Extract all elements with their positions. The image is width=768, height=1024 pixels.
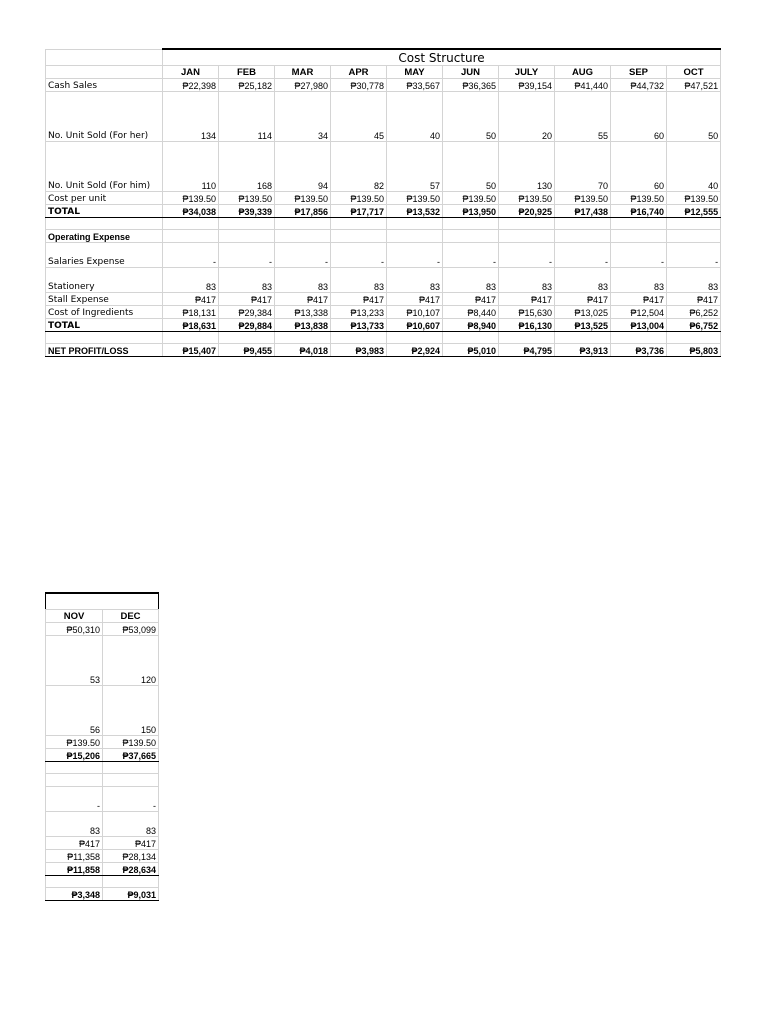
blank-row [46, 875, 159, 887]
empty-cell [46, 761, 103, 773]
blank-row [46, 331, 721, 343]
value-cell: 130 [499, 141, 555, 191]
value-cell: ₱8,940 [443, 318, 499, 331]
value-cell: ₱13,025 [555, 305, 611, 318]
value-cell: ₱3,736 [611, 343, 667, 356]
value-cell: ₱139.50 [331, 191, 387, 204]
empty-cell [499, 331, 555, 343]
row-label: Cash Sales [46, 78, 163, 91]
row-ingredients [46, 305, 721, 318]
empty-cell [667, 217, 721, 229]
value-cell: ₱18,631 [163, 318, 219, 331]
row-stationery [46, 811, 159, 836]
value-cell: 82 [331, 141, 387, 191]
blank-row [46, 761, 159, 773]
empty-cell [611, 331, 667, 343]
row-units-him [46, 141, 721, 191]
value-cell: ₱417 [443, 292, 499, 305]
empty-cell [275, 217, 331, 229]
value-cell: ₱20,925 [499, 204, 555, 217]
row-salaries [46, 242, 721, 267]
title-spacer-cell [46, 593, 103, 609]
value-cell: ₱417 [219, 292, 275, 305]
value-cell: ₱17,856 [275, 204, 331, 217]
month-header: MAY [387, 65, 443, 78]
value-cell: ₱139.50 [103, 735, 159, 748]
empty-cell [667, 331, 721, 343]
value-cell: ₱139.50 [555, 191, 611, 204]
empty-cell [443, 331, 499, 343]
value-cell: ₱39,154 [499, 78, 555, 91]
value-cell: ₱10,107 [387, 305, 443, 318]
empty-cell [555, 229, 611, 242]
value-cell: - [46, 786, 103, 811]
empty-cell [499, 217, 555, 229]
value-cell: ₱5,010 [443, 343, 499, 356]
value-cell: ₱139.50 [387, 191, 443, 204]
value-cell: ₱29,384 [219, 305, 275, 318]
month-header-row [46, 65, 721, 78]
value-cell: 83 [331, 267, 387, 292]
value-cell: ₱139.50 [219, 191, 275, 204]
value-cell: 110 [163, 141, 219, 191]
value-cell: ₱15,630 [499, 305, 555, 318]
empty-cell [331, 331, 387, 343]
value-cell: ₱3,913 [555, 343, 611, 356]
value-cell: ₱4,018 [275, 343, 331, 356]
value-cell: ₱139.50 [46, 735, 103, 748]
value-cell: - [667, 242, 721, 267]
empty-cell [103, 773, 159, 786]
row-net [46, 887, 159, 900]
value-cell: ₱417 [103, 836, 159, 849]
empty-cell [387, 331, 443, 343]
value-cell: ₱18,131 [163, 305, 219, 318]
row-cost-per-unit [46, 191, 721, 204]
empty-cell [275, 229, 331, 242]
value-cell: ₱139.50 [443, 191, 499, 204]
value-cell: ₱6,752 [667, 318, 721, 331]
value-cell: 83 [219, 267, 275, 292]
row-label: No. Unit Sold (For him) [46, 141, 163, 191]
row-total2 [46, 862, 159, 875]
value-cell: ₱15,206 [46, 748, 103, 761]
empty-cell [387, 229, 443, 242]
row-stationery [46, 267, 721, 292]
row-cash-sales [46, 78, 721, 91]
value-cell: ₱13,532 [387, 204, 443, 217]
row-stall [46, 292, 721, 305]
title-spacer-cell [103, 593, 159, 609]
value-cell: ₱17,438 [555, 204, 611, 217]
row-net [46, 343, 721, 356]
value-cell: ₱28,634 [103, 862, 159, 875]
value-cell: ₱139.50 [611, 191, 667, 204]
value-cell: ₱417 [499, 292, 555, 305]
value-cell: 134 [163, 91, 219, 141]
value-cell: ₱30,778 [331, 78, 387, 91]
row-label: No. Unit Sold (For her) [46, 91, 163, 141]
empty-cell [46, 875, 103, 887]
value-cell: - [275, 242, 331, 267]
header-label-cell [46, 65, 163, 78]
month-header: AUG [555, 65, 611, 78]
empty-cell [499, 229, 555, 242]
value-cell: ₱139.50 [275, 191, 331, 204]
cost-structure-table-continued [45, 592, 159, 901]
value-cell: ₱53,099 [103, 622, 159, 635]
empty-cell [443, 229, 499, 242]
row-units-him [46, 685, 159, 735]
empty-cell [46, 773, 103, 786]
row-label: Salaries Expense [46, 242, 163, 267]
section-header-operating-expense [46, 229, 721, 242]
value-cell: ₱50,310 [46, 622, 103, 635]
value-cell: ₱4,795 [499, 343, 555, 356]
value-cell: 83 [499, 267, 555, 292]
value-cell: 40 [387, 91, 443, 141]
month-header: SEP [611, 65, 667, 78]
empty-cell [46, 217, 163, 229]
value-cell: ₱139.50 [163, 191, 219, 204]
value-cell: 83 [555, 267, 611, 292]
value-cell: ₱417 [387, 292, 443, 305]
value-cell: ₱17,717 [331, 204, 387, 217]
blank-row [46, 773, 159, 786]
value-cell: - [103, 786, 159, 811]
value-cell: 57 [387, 141, 443, 191]
month-header-row [46, 609, 159, 622]
empty-cell [219, 331, 275, 343]
value-cell: 34 [275, 91, 331, 141]
value-cell: ₱16,740 [611, 204, 667, 217]
value-cell: ₱417 [46, 836, 103, 849]
value-cell: 83 [387, 267, 443, 292]
month-header: MAR [275, 65, 331, 78]
value-cell: 40 [667, 141, 721, 191]
empty-cell [667, 229, 721, 242]
row-label: TOTAL [46, 204, 163, 217]
empty-cell [611, 229, 667, 242]
empty-cell [331, 229, 387, 242]
table-title: Cost Structure [163, 49, 721, 65]
value-cell: ₱417 [667, 292, 721, 305]
value-cell: ₱417 [275, 292, 331, 305]
value-cell: 83 [667, 267, 721, 292]
row-total1 [46, 204, 721, 217]
value-cell: 70 [555, 141, 611, 191]
blank-row [46, 217, 721, 229]
value-cell: ₱36,365 [443, 78, 499, 91]
empty-cell [331, 217, 387, 229]
value-cell: ₱13,233 [331, 305, 387, 318]
value-cell: ₱13,525 [555, 318, 611, 331]
empty-cell [275, 331, 331, 343]
value-cell: - [611, 242, 667, 267]
value-cell: ₱5,803 [667, 343, 721, 356]
row-label: TOTAL [46, 318, 163, 331]
value-cell: ₱13,838 [275, 318, 331, 331]
empty-cell [163, 331, 219, 343]
value-cell: ₱27,980 [275, 78, 331, 91]
value-cell: 120 [103, 635, 159, 685]
value-cell: ₱139.50 [499, 191, 555, 204]
value-cell: ₱41,440 [555, 78, 611, 91]
value-cell: ₱9,455 [219, 343, 275, 356]
value-cell: 168 [219, 141, 275, 191]
value-cell: 150 [103, 685, 159, 735]
value-cell: 83 [611, 267, 667, 292]
value-cell: ₱417 [555, 292, 611, 305]
row-stall [46, 836, 159, 849]
value-cell: ₱39,339 [219, 204, 275, 217]
row-label: Stall Expense [46, 292, 163, 305]
empty-cell [443, 217, 499, 229]
value-cell: ₱13,950 [443, 204, 499, 217]
value-cell: - [443, 242, 499, 267]
row-units-her [46, 635, 159, 685]
value-cell: 55 [555, 91, 611, 141]
empty-cell [46, 331, 163, 343]
value-cell: ₱37,665 [103, 748, 159, 761]
value-cell: ₱139.50 [667, 191, 721, 204]
value-cell: 50 [443, 91, 499, 141]
row-salaries [46, 786, 159, 811]
value-cell: 83 [46, 811, 103, 836]
row-cost-per-unit [46, 735, 159, 748]
row-label: Cost of Ingredients [46, 305, 163, 318]
value-cell: ₱22,398 [163, 78, 219, 91]
title-spacer-cell [46, 49, 163, 65]
value-cell: ₱47,521 [667, 78, 721, 91]
empty-cell [219, 217, 275, 229]
row-total2 [46, 318, 721, 331]
row-label: Cost per unit [46, 191, 163, 204]
empty-cell [163, 229, 219, 242]
value-cell: ₱13,733 [331, 318, 387, 331]
value-cell: ₱10,607 [387, 318, 443, 331]
value-cell: ₱28,134 [103, 849, 159, 862]
value-cell: 83 [443, 267, 499, 292]
value-cell: 83 [103, 811, 159, 836]
value-cell: - [499, 242, 555, 267]
row-cash-sales [46, 622, 159, 635]
month-header: OCT [667, 65, 721, 78]
value-cell: - [555, 242, 611, 267]
value-cell: ₱33,567 [387, 78, 443, 91]
month-header: FEB [219, 65, 275, 78]
row-total1 [46, 748, 159, 761]
empty-cell [387, 217, 443, 229]
value-cell: - [331, 242, 387, 267]
value-cell: ₱29,884 [219, 318, 275, 331]
value-cell: ₱16,130 [499, 318, 555, 331]
empty-cell [555, 217, 611, 229]
value-cell: ₱13,004 [611, 318, 667, 331]
value-cell: ₱3,348 [46, 887, 103, 900]
empty-cell [103, 761, 159, 773]
section-label: Operating Expense [46, 229, 163, 242]
value-cell: 50 [443, 141, 499, 191]
cost-structure-table [45, 48, 721, 357]
value-cell: ₱12,555 [667, 204, 721, 217]
value-cell: ₱11,358 [46, 849, 103, 862]
value-cell: ₱44,732 [611, 78, 667, 91]
empty-cell [611, 217, 667, 229]
value-cell: ₱13,338 [275, 305, 331, 318]
value-cell: 50 [667, 91, 721, 141]
month-header: JUN [443, 65, 499, 78]
value-cell: 114 [219, 91, 275, 141]
month-header: APR [331, 65, 387, 78]
value-cell: ₱2,924 [387, 343, 443, 356]
row-ingredients [46, 849, 159, 862]
empty-cell [219, 229, 275, 242]
value-cell: ₱11,858 [46, 862, 103, 875]
value-cell: ₱15,407 [163, 343, 219, 356]
value-cell: ₱417 [163, 292, 219, 305]
value-cell: 94 [275, 141, 331, 191]
value-cell: 56 [46, 685, 103, 735]
month-header: NOV [46, 609, 103, 622]
value-cell: 45 [331, 91, 387, 141]
empty-cell [103, 875, 159, 887]
value-cell: ₱417 [611, 292, 667, 305]
value-cell: ₱8,440 [443, 305, 499, 318]
row-units-her [46, 91, 721, 141]
value-cell: ₱9,031 [103, 887, 159, 900]
value-cell: - [387, 242, 443, 267]
value-cell: - [219, 242, 275, 267]
value-cell: 53 [46, 635, 103, 685]
value-cell: 60 [611, 141, 667, 191]
value-cell: 20 [499, 91, 555, 141]
value-cell: ₱3,983 [331, 343, 387, 356]
value-cell: ₱12,504 [611, 305, 667, 318]
value-cell: ₱417 [331, 292, 387, 305]
value-cell: 60 [611, 91, 667, 141]
row-label: NET PROFIT/LOSS [46, 343, 163, 356]
value-cell: ₱6,252 [667, 305, 721, 318]
value-cell: 83 [275, 267, 331, 292]
value-cell: - [163, 242, 219, 267]
month-header: DEC [103, 609, 159, 622]
empty-cell [163, 217, 219, 229]
empty-cell [555, 331, 611, 343]
month-header: JAN [163, 65, 219, 78]
row-label: Stationery [46, 267, 163, 292]
value-cell: 83 [163, 267, 219, 292]
value-cell: ₱25,182 [219, 78, 275, 91]
month-header: JULY [499, 65, 555, 78]
value-cell: ₱34,038 [163, 204, 219, 217]
